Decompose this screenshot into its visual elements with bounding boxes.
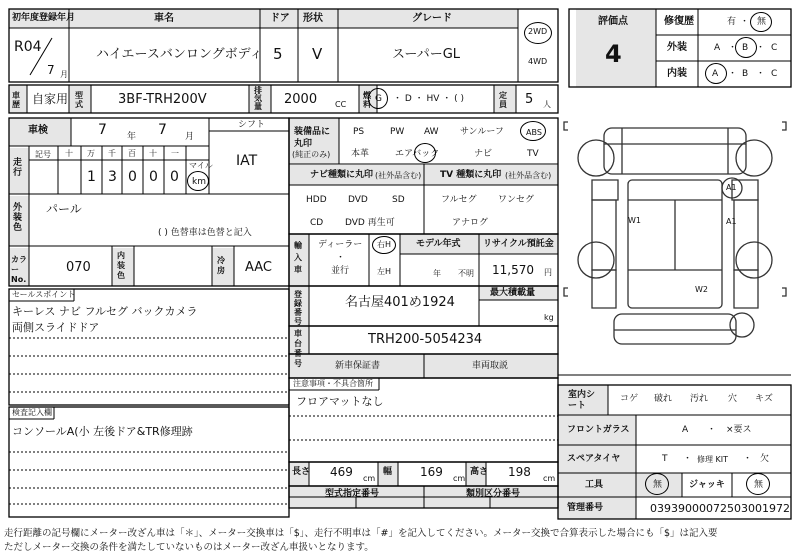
equip-abs: ABS bbox=[526, 128, 542, 137]
mileage-kigo: 記号 bbox=[35, 150, 51, 159]
navi-cd: CD bbox=[310, 218, 324, 228]
color-label: 外装色 bbox=[13, 203, 23, 233]
recycle-yen: 円 bbox=[544, 268, 552, 277]
interior-color-label: 内装色 bbox=[117, 251, 125, 280]
seat-hole: 穴 bbox=[728, 394, 738, 404]
navi-dvd-play: DVD 再生可 bbox=[345, 218, 395, 228]
mileage-digit-4: 0 bbox=[149, 169, 158, 185]
reg-year: R04 bbox=[14, 39, 42, 55]
type-designation-label: 型式指定番号 bbox=[325, 489, 380, 499]
sales-point-label: セールスポイント bbox=[12, 290, 76, 299]
fuel-options: ・ D ・ HV ・ ( ) bbox=[393, 94, 465, 104]
width-value: 169 bbox=[420, 465, 443, 479]
jack-value: 無 bbox=[754, 480, 764, 490]
color-no-label: カラーNo. bbox=[11, 255, 27, 284]
equip-ps: PS bbox=[353, 127, 365, 137]
score-label: 評価点 bbox=[598, 16, 628, 27]
spare-dot-1: ・ bbox=[683, 454, 693, 464]
mileage-digit-1: 1 bbox=[87, 169, 96, 185]
check-text: コンソールA(小 左後ドア&TR修理跡 bbox=[12, 425, 193, 438]
cc-unit: CC bbox=[335, 100, 347, 109]
seat-scratch: キズ bbox=[755, 394, 773, 404]
damage-w1: W1 bbox=[628, 216, 641, 225]
score-value: 4 bbox=[605, 40, 622, 68]
new-car-warranty: 新車保証書 bbox=[335, 361, 381, 371]
check-label: 検査記入欄 bbox=[12, 408, 52, 417]
mileage-label: 走行 bbox=[13, 158, 23, 178]
mileage-place-1: 十 bbox=[65, 149, 73, 158]
drive-2wd: 2WD bbox=[528, 27, 548, 36]
use-label: 車歴 bbox=[12, 91, 20, 109]
exterior-dot-2: ・ bbox=[756, 43, 766, 53]
mileage-km: km bbox=[192, 177, 206, 187]
drive-4wd: 4WD bbox=[528, 57, 548, 66]
capacity: 5 bbox=[525, 92, 534, 107]
registration-label: 登録番号 bbox=[294, 290, 302, 326]
spare-t: T bbox=[662, 454, 668, 464]
usage-type: 自家用 bbox=[32, 92, 69, 106]
length-label: 長さ bbox=[292, 467, 311, 477]
door-count: 5 bbox=[273, 45, 283, 63]
vehicle-manual: 車両取説 bbox=[472, 361, 509, 371]
spare-none: 欠 bbox=[760, 454, 770, 464]
aircon: AAC bbox=[245, 260, 272, 275]
navi-hdd: HDD bbox=[306, 195, 327, 205]
import-left: 左H bbox=[377, 267, 392, 276]
navi-sub: (社外品含む) bbox=[375, 171, 422, 180]
damage-a1-upper: A1 bbox=[726, 183, 737, 192]
mileage-digit-3: 0 bbox=[128, 169, 137, 185]
inspection-month: 7 bbox=[158, 122, 167, 138]
model-year-unknown: 不明 bbox=[458, 269, 474, 278]
body-shape: V bbox=[312, 45, 323, 63]
chassis-label: 車台番号 bbox=[294, 329, 302, 368]
import-dot: ・ bbox=[336, 253, 346, 263]
jack-label: ジャッキ bbox=[689, 480, 725, 490]
equipment-label: 装備品に丸印 bbox=[294, 127, 331, 149]
max-load-label: 最大積載量 bbox=[490, 288, 536, 298]
height-value: 198 bbox=[508, 465, 531, 479]
width-unit: cm bbox=[453, 474, 466, 483]
recycle-deposit: 11,570 bbox=[492, 263, 534, 277]
mileage-digit-2: 3 bbox=[108, 169, 117, 185]
glass-label: フロントガラス bbox=[567, 425, 630, 435]
height-unit: cm bbox=[543, 474, 556, 483]
color-value: パール bbox=[46, 202, 82, 216]
reg-year-label: 初年度登録年月 bbox=[12, 13, 76, 23]
abs-circle-mark bbox=[520, 121, 546, 141]
tv-analog: アナログ bbox=[452, 218, 489, 228]
repair-label: 修復歴 bbox=[664, 16, 694, 27]
mileage-place-6: 一 bbox=[171, 149, 179, 158]
model-year-label: モデル年式 bbox=[416, 239, 461, 249]
equip-aw: AW bbox=[424, 127, 439, 137]
navi-dvd: DVD bbox=[348, 195, 368, 205]
tv-oneseg: ワンセグ bbox=[498, 195, 535, 205]
mileage-place-5: 十 bbox=[149, 149, 157, 158]
spare-label: スペアタイヤ bbox=[567, 454, 621, 464]
car-name-label: 車名 bbox=[154, 13, 174, 24]
recycle-label: リサイクル預託金 bbox=[483, 239, 554, 249]
navi-sd: SD bbox=[392, 195, 405, 205]
spare-dot-2: ・ bbox=[743, 454, 753, 464]
repair-no: 無 bbox=[757, 17, 767, 27]
interior-dot-1: ・ bbox=[728, 69, 738, 79]
glass-x: ×要ス bbox=[726, 425, 752, 435]
damage-a1-lower: A1 bbox=[726, 217, 737, 226]
equipment-label-sub: (純正のみ) bbox=[292, 150, 331, 159]
equip-pw: PW bbox=[390, 127, 405, 137]
sales-point-line2: 両側スライドドア bbox=[12, 321, 100, 334]
seat-burn: コゲ bbox=[620, 394, 639, 404]
mileage-mile: マイル bbox=[189, 161, 213, 170]
exterior-c: C bbox=[771, 43, 778, 53]
height-label: 高さ bbox=[470, 467, 489, 477]
person-unit: 人 bbox=[543, 100, 551, 109]
inspection-label: 車検 bbox=[28, 125, 48, 136]
mgmt-number: 03939000072503001972 bbox=[650, 502, 790, 515]
length-unit: cm bbox=[363, 474, 376, 483]
seat-label: 室内シート bbox=[568, 390, 596, 411]
color-note: ( ) 色替車は色替と記入 bbox=[158, 228, 252, 238]
mileage-place-3: 千 bbox=[108, 149, 116, 158]
model-label: 型式 bbox=[75, 91, 83, 109]
sales-point-line1: キーレス ナビ フルセグ バックカメラ bbox=[12, 305, 198, 318]
aircon-label: 冷房 bbox=[217, 256, 225, 275]
glass-dot: ・ bbox=[707, 425, 717, 435]
repair-circle-mark bbox=[750, 12, 772, 32]
repair-dot: ・ bbox=[740, 17, 750, 27]
class-number-label: 類別区分番号 bbox=[466, 489, 521, 499]
equip-sunroof: サンルーフ bbox=[460, 127, 504, 137]
interior-circle-mark bbox=[705, 63, 727, 84]
equip-airbag: エアバック bbox=[395, 149, 440, 159]
import-parallel: 並行 bbox=[331, 266, 350, 276]
tools-label: 工具 bbox=[585, 480, 604, 490]
caution-text: フロアマットなし bbox=[296, 395, 384, 408]
airbag-circle-mark bbox=[414, 143, 436, 163]
import-label: 輸入車 bbox=[294, 241, 302, 274]
seat-stain: 汚れ bbox=[690, 394, 709, 404]
inspection-year: 7 bbox=[98, 122, 107, 138]
km-circle-mark bbox=[187, 171, 209, 191]
right-hand-circle-mark bbox=[372, 236, 396, 254]
mileage-place-4: 百 bbox=[128, 149, 136, 158]
tv-fullseg: フルセグ bbox=[441, 195, 477, 205]
interior-b: B bbox=[742, 69, 749, 79]
shift-type: IAT bbox=[236, 153, 258, 169]
equip-navi: ナビ bbox=[474, 149, 493, 159]
interior-c: C bbox=[771, 69, 778, 79]
length-value: 469 bbox=[330, 465, 353, 479]
car-name: ハイエースバンロングボディ bbox=[96, 47, 263, 62]
inspection-month-unit: 月 bbox=[185, 132, 195, 142]
interior-label: 内装 bbox=[667, 68, 687, 79]
tv-sub: (社外品含む) bbox=[505, 171, 552, 180]
width-label: 幅 bbox=[383, 467, 393, 477]
displacement-label: 排気量 bbox=[254, 86, 262, 111]
mgmt-label: 管理番号 bbox=[567, 503, 604, 513]
inspection-year-unit: 年 bbox=[127, 132, 137, 142]
mileage-place-2: 万 bbox=[87, 149, 95, 158]
interior-dot-2: ・ bbox=[756, 69, 766, 79]
shift-label: シフト bbox=[238, 120, 266, 130]
seat-tear: 破れ bbox=[654, 394, 673, 404]
capacity-label: 定員 bbox=[499, 91, 507, 109]
tools-value: 無 bbox=[653, 480, 663, 490]
max-load-unit: kg bbox=[544, 313, 554, 322]
glass-a: A bbox=[682, 425, 689, 435]
interior-a: A bbox=[712, 69, 719, 79]
chassis-number: TRH200-5054234 bbox=[368, 332, 483, 347]
caution-label: 注意事項・不具合箇所 bbox=[293, 379, 373, 388]
footer-note-2: ただしメーター交換の条件を満たしていないものはメーター改ざん車扱いとなります。 bbox=[4, 542, 374, 553]
reg-month: 7 bbox=[47, 63, 55, 77]
reg-month-unit: 月 bbox=[60, 70, 68, 79]
exterior-a: A bbox=[714, 43, 721, 53]
model-year-unit: 年 bbox=[433, 269, 441, 278]
damage-w2: W2 bbox=[695, 285, 708, 294]
footer-note-1: 走行距離の記号欄にメーター改ざん車は「＊」、メーター交換車は「$」、走行不明車は「#」を記入してください。メーター交換で合算表示した場合にも「$」は記入要 bbox=[4, 528, 718, 539]
jack-circle-mark bbox=[746, 473, 770, 495]
equip-tv: TV bbox=[527, 149, 539, 159]
exterior-b: B bbox=[742, 43, 749, 53]
shape-label: 形状 bbox=[303, 13, 323, 24]
fuel-circle-mark bbox=[368, 88, 388, 109]
mileage-digit-5: 0 bbox=[170, 169, 179, 185]
fuel-label: 燃料 bbox=[363, 91, 371, 109]
repair-yes: 有 bbox=[727, 17, 737, 27]
fuel-g: G bbox=[375, 94, 382, 104]
model-code: 3BF-TRH200V bbox=[118, 92, 207, 107]
exterior-circle-mark bbox=[735, 37, 757, 58]
tools-circle-mark bbox=[645, 473, 669, 495]
exterior-dot-1: ・ bbox=[728, 43, 738, 53]
color-no: 070 bbox=[66, 260, 91, 275]
navi-label: ナビ種類に丸印 bbox=[310, 170, 374, 180]
import-right: 右H bbox=[377, 240, 392, 249]
import-dealer: ディーラー bbox=[318, 240, 363, 250]
spare-kit: 修理 KIT bbox=[697, 455, 729, 464]
grade-label: グレード bbox=[412, 13, 452, 24]
vehicle-damage-diagram bbox=[562, 100, 788, 372]
tv-label: TV 種類に丸印 bbox=[440, 170, 502, 180]
grade: スーパーGL bbox=[392, 47, 461, 62]
displacement: 2000 bbox=[284, 92, 318, 107]
equip-leather: 本革 bbox=[351, 149, 370, 159]
registration-number: 名古屋401め1924 bbox=[345, 295, 455, 310]
door-label: ドア bbox=[270, 13, 290, 24]
exterior-label: 外装 bbox=[667, 42, 687, 53]
